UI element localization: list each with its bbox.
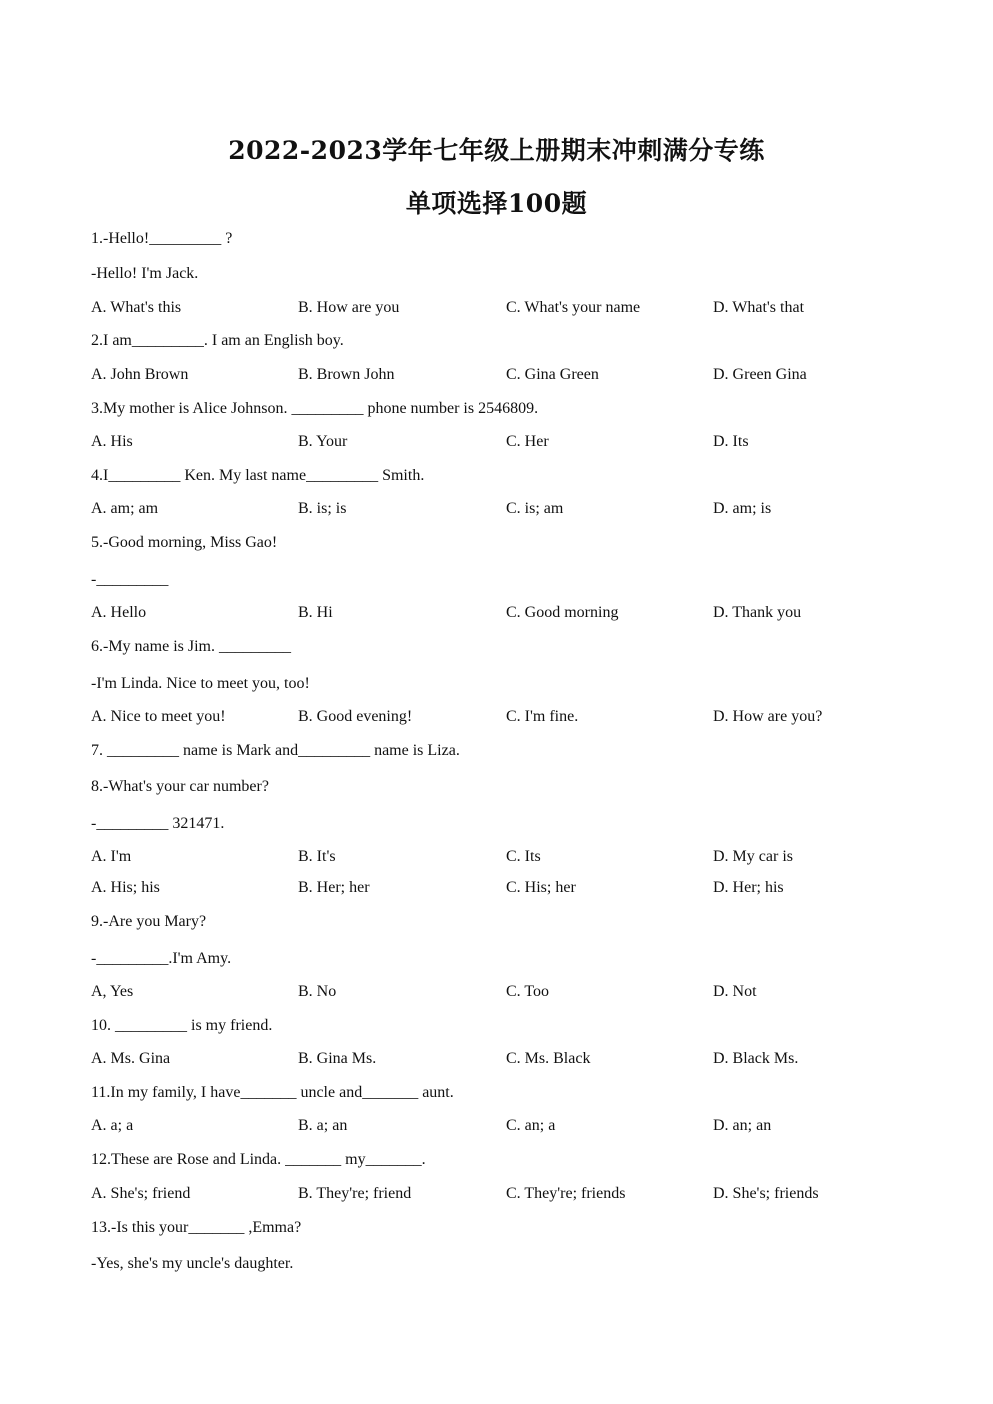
option-a: A. Nice to meet you! [91,708,226,725]
option-c: C. Good morning [506,604,619,621]
option-d: D. am; is [713,500,772,517]
option-b: B. Hi [298,604,333,621]
option-a: A. His [91,433,133,450]
option-a: A. Hello [91,604,147,621]
option-b: B. Good evening! [298,708,413,725]
question-5-reply: -_________ [91,571,169,588]
option-c: C. What's your name [506,299,641,316]
option-b: B. No [298,983,337,1000]
document-subtitle: 单项选择100题 [405,189,588,218]
option-d: D. Its [713,433,749,450]
option-a: A. a; a [91,1117,134,1134]
option-d: D. an; an [713,1117,772,1134]
option-d: D. My car is [713,848,793,865]
question-8-stem: 8.-What's your car number? [91,778,269,795]
option-c: C. is; am [506,500,564,517]
option-a: A, Yes [91,983,134,1000]
option-a: A. Ms. Gina [91,1050,171,1067]
question-7-stem: 7. _________ name is Mark and_________ name is Liza. [91,742,460,759]
option-c: C. Too [506,983,550,1000]
question-1-stem: 1.-Hello!_________ ? [91,230,233,247]
question-9-reply: -_________.I'm Amy. [91,950,232,967]
question-6-stem: 6.-My name is Jim. _________ [91,638,291,655]
option-a: A. John Brown [91,366,189,383]
option-d: D. Black Ms. [713,1050,799,1067]
option-a: A. His; his [91,879,160,896]
option-b: B. They're; friend [298,1185,412,1202]
option-b: B. a; an [298,1117,348,1134]
option-d: D. Her; his [713,879,784,896]
option-b: B. Your [298,433,348,450]
option-c: C. Gina Green [506,366,599,383]
question-9-stem: 9.-Are you Mary? [91,913,207,930]
option-c: C. an; a [506,1117,556,1134]
option-a: A. I'm [91,848,132,865]
option-c: C. Her [506,433,549,450]
option-c: C. I'm fine. [506,708,579,725]
question-11-stem: 11.In my family, I have_______ uncle and_______ aunt. [91,1084,454,1101]
question-13-stem: 13.-Is this your_______ ,Emma? [91,1219,302,1236]
option-d: D. Green Gina [713,366,807,383]
question-8-reply: -_________ 321471. [91,815,225,832]
option-d: D. Not [713,983,757,1000]
question-6-reply: -I'm Linda. Nice to meet you, too! [91,675,310,692]
question-10-stem: 10. _________ is my friend. [91,1017,273,1034]
option-c: C. Its [506,848,541,865]
option-c: C. They're; friends [506,1185,626,1202]
question-2-stem: 2.I am_________. I am an English boy. [91,332,344,349]
document-title: 2022-2023学年七年级上册期末冲刺满分专练 [228,136,765,165]
option-d: D. Thank you [713,604,802,621]
option-b: B. It's [298,848,336,865]
question-3-stem: 3.My mother is Alice Johnson. _________ phone number is 2546809. [91,400,539,417]
option-b: B. is; is [298,500,347,517]
option-d: D. What's that [713,299,805,316]
option-b: B. Brown John [298,366,395,383]
question-4-stem: 4.I_________ Ken. My last name_________ Smith. [91,467,425,484]
option-c: C. Ms. Black [506,1050,591,1067]
option-a: A. am; am [91,500,159,517]
option-b: B. Her; her [298,879,370,896]
option-a: A. What's this [91,299,182,316]
option-d: D. How are you? [713,708,823,725]
option-b: B. How are you [298,299,400,316]
question-13-reply: -Yes, she's my uncle's daughter. [91,1255,294,1272]
option-d: D. She's; friends [713,1185,819,1202]
question-5-stem: 5.-Good morning, Miss Gao! [91,534,278,551]
option-b: B. Gina Ms. [298,1050,377,1067]
option-c: C. His; her [506,879,576,896]
question-12-stem: 12.These are Rose and Linda. _______ my_______. [91,1151,426,1168]
question-1-reply: -Hello! I'm Jack. [91,265,199,282]
option-a: A. She's; friend [91,1185,191,1202]
